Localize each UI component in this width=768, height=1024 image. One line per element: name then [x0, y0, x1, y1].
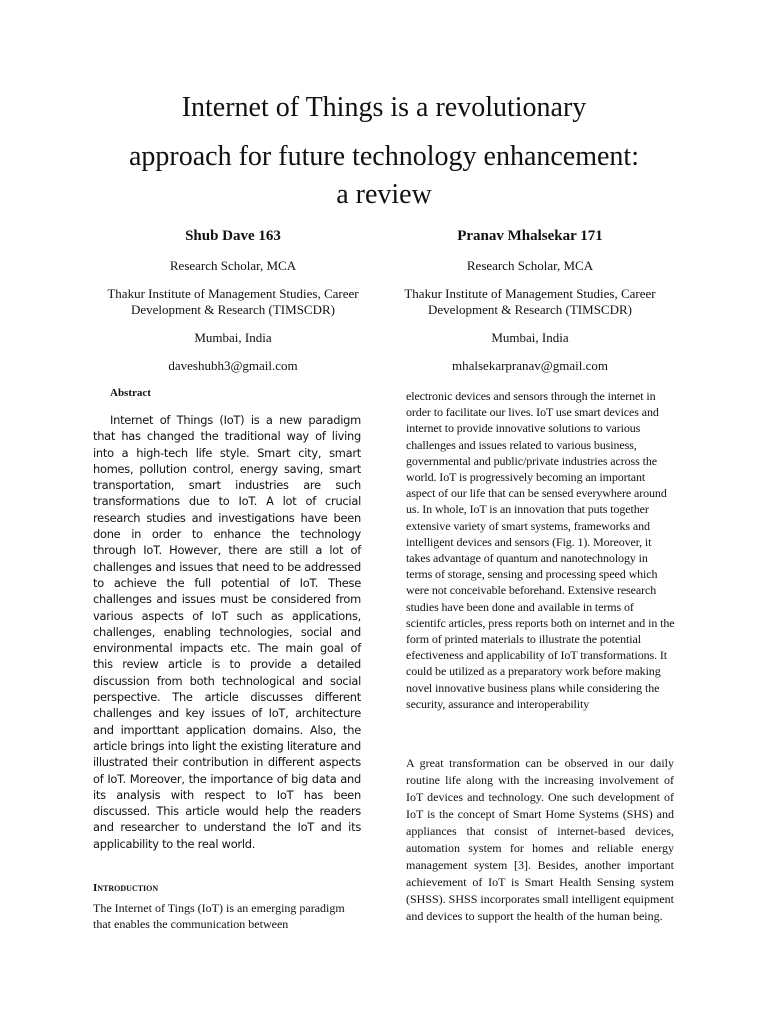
author-block-1: [93, 228, 373, 386]
author-block-2: [390, 228, 670, 386]
author-name: Pranav Mhalsekar 171: [457, 228, 603, 244]
author-location: Mumbai, India: [194, 330, 272, 345]
paper-title: [60, 86, 708, 214]
author-affiliation: Thakur Institute of Management Studies, Career Development & Research (TIMSCDR): [107, 286, 359, 317]
title-line-2: approach for future technology enhancement:: [128, 141, 639, 172]
title-line-3: a review: [336, 179, 432, 210]
author-email: daveshubh3@gmail.com: [168, 358, 298, 373]
introduction-heading: Introduction: [93, 882, 159, 894]
author-role: Research Scholar, MCA: [466, 258, 594, 273]
body-paragraph-1: electronic devices and sensors through the internet in order to facilitate our lives. IoT use smart devices and internet to provide innovative solutions to various challenges and issues related to various business, governmental and public/private industries across the world. IoT is progressively becoming an important aspect of our life that can be sensed everywhere around us. In whole, IoT is an innovation that puts together extensive variety of smart systems, frameworks and intelligent devices and sensors (Fig. 1). Moreover, it takes advantage of quantum and nanotechnology in terms of storage, sensing and processing speed which were not conceivable beforehand. Extensive research studies have been done and available in terms of scientifc articles, press reports both on internet and in the form of printed materials to illustrate the potential efectiveness and applicability of IoT transformations. It could be utilized as a preparatory work before making novel innovative business plans while considering the security, assurance and interoperability: [406, 389, 675, 711]
introduction-text: The Internet of Tings (IoT) is an emerging paradigm that enables the communication between: [93, 901, 345, 931]
abstract-heading: Abstract: [110, 387, 151, 399]
body-paragraph-2: A great transformation can be observed in our daily routine life along with the increasing involvement of IoT devices and technology. One such development of IoT is the concept of Smart Home Systems (SHS) and appliances that consist of internet-based devices, automation system for homes and reliable energy management system [3]. Besides, another important achievement of IoT is Smart Health Sensing system (SHSS). SHSS incorporates small intelligent equipment and devices to support the health of the human being.: [406, 756, 674, 923]
author-location: Mumbai, India: [491, 330, 569, 345]
author-role: Research Scholar, MCA: [169, 258, 297, 273]
author-email: mhalsekarpranav@gmail.com: [452, 358, 608, 373]
author-name: Shub Dave 163: [185, 228, 281, 244]
abstract-text: Internet of Things (IoT) is a new paradigm that has changed the traditional way of living into a high-tech life style. Smart city, smart homes, pollution control, energy saving, smart transportation, smart industries are such transformations due to IoT. A lot of crucial research studies and investigations have been done in order to enhance the technology through IoT. However, there are still a lot of challenges and issues that need to be addressed to achieve the full potential of IoT. These challenges and issues must be considered from various aspects of IoT such as applications, challenges, enabling technologies, social and environmental impacts etc. The main goal of this review article is to provide a detailed discussion from both technological and social perspective. The article discusses different challenges and key issues of IoT, architecture and importtant application domains. Also, the article brings into light the existing literature and illustrated their contribution in different aspects of IoT. Moreover, the importance of big data and its analysis with respect to IoT has been discussed. This article would help the readers and researcher to understand the IoT and its applicability to the real world.: [93, 413, 361, 851]
author-affiliation: Thakur Institute of Management Studies, Career Development & Research (TIMSCDR): [404, 286, 656, 317]
title-line-1: Internet of Things is a revolutionary: [181, 92, 587, 123]
